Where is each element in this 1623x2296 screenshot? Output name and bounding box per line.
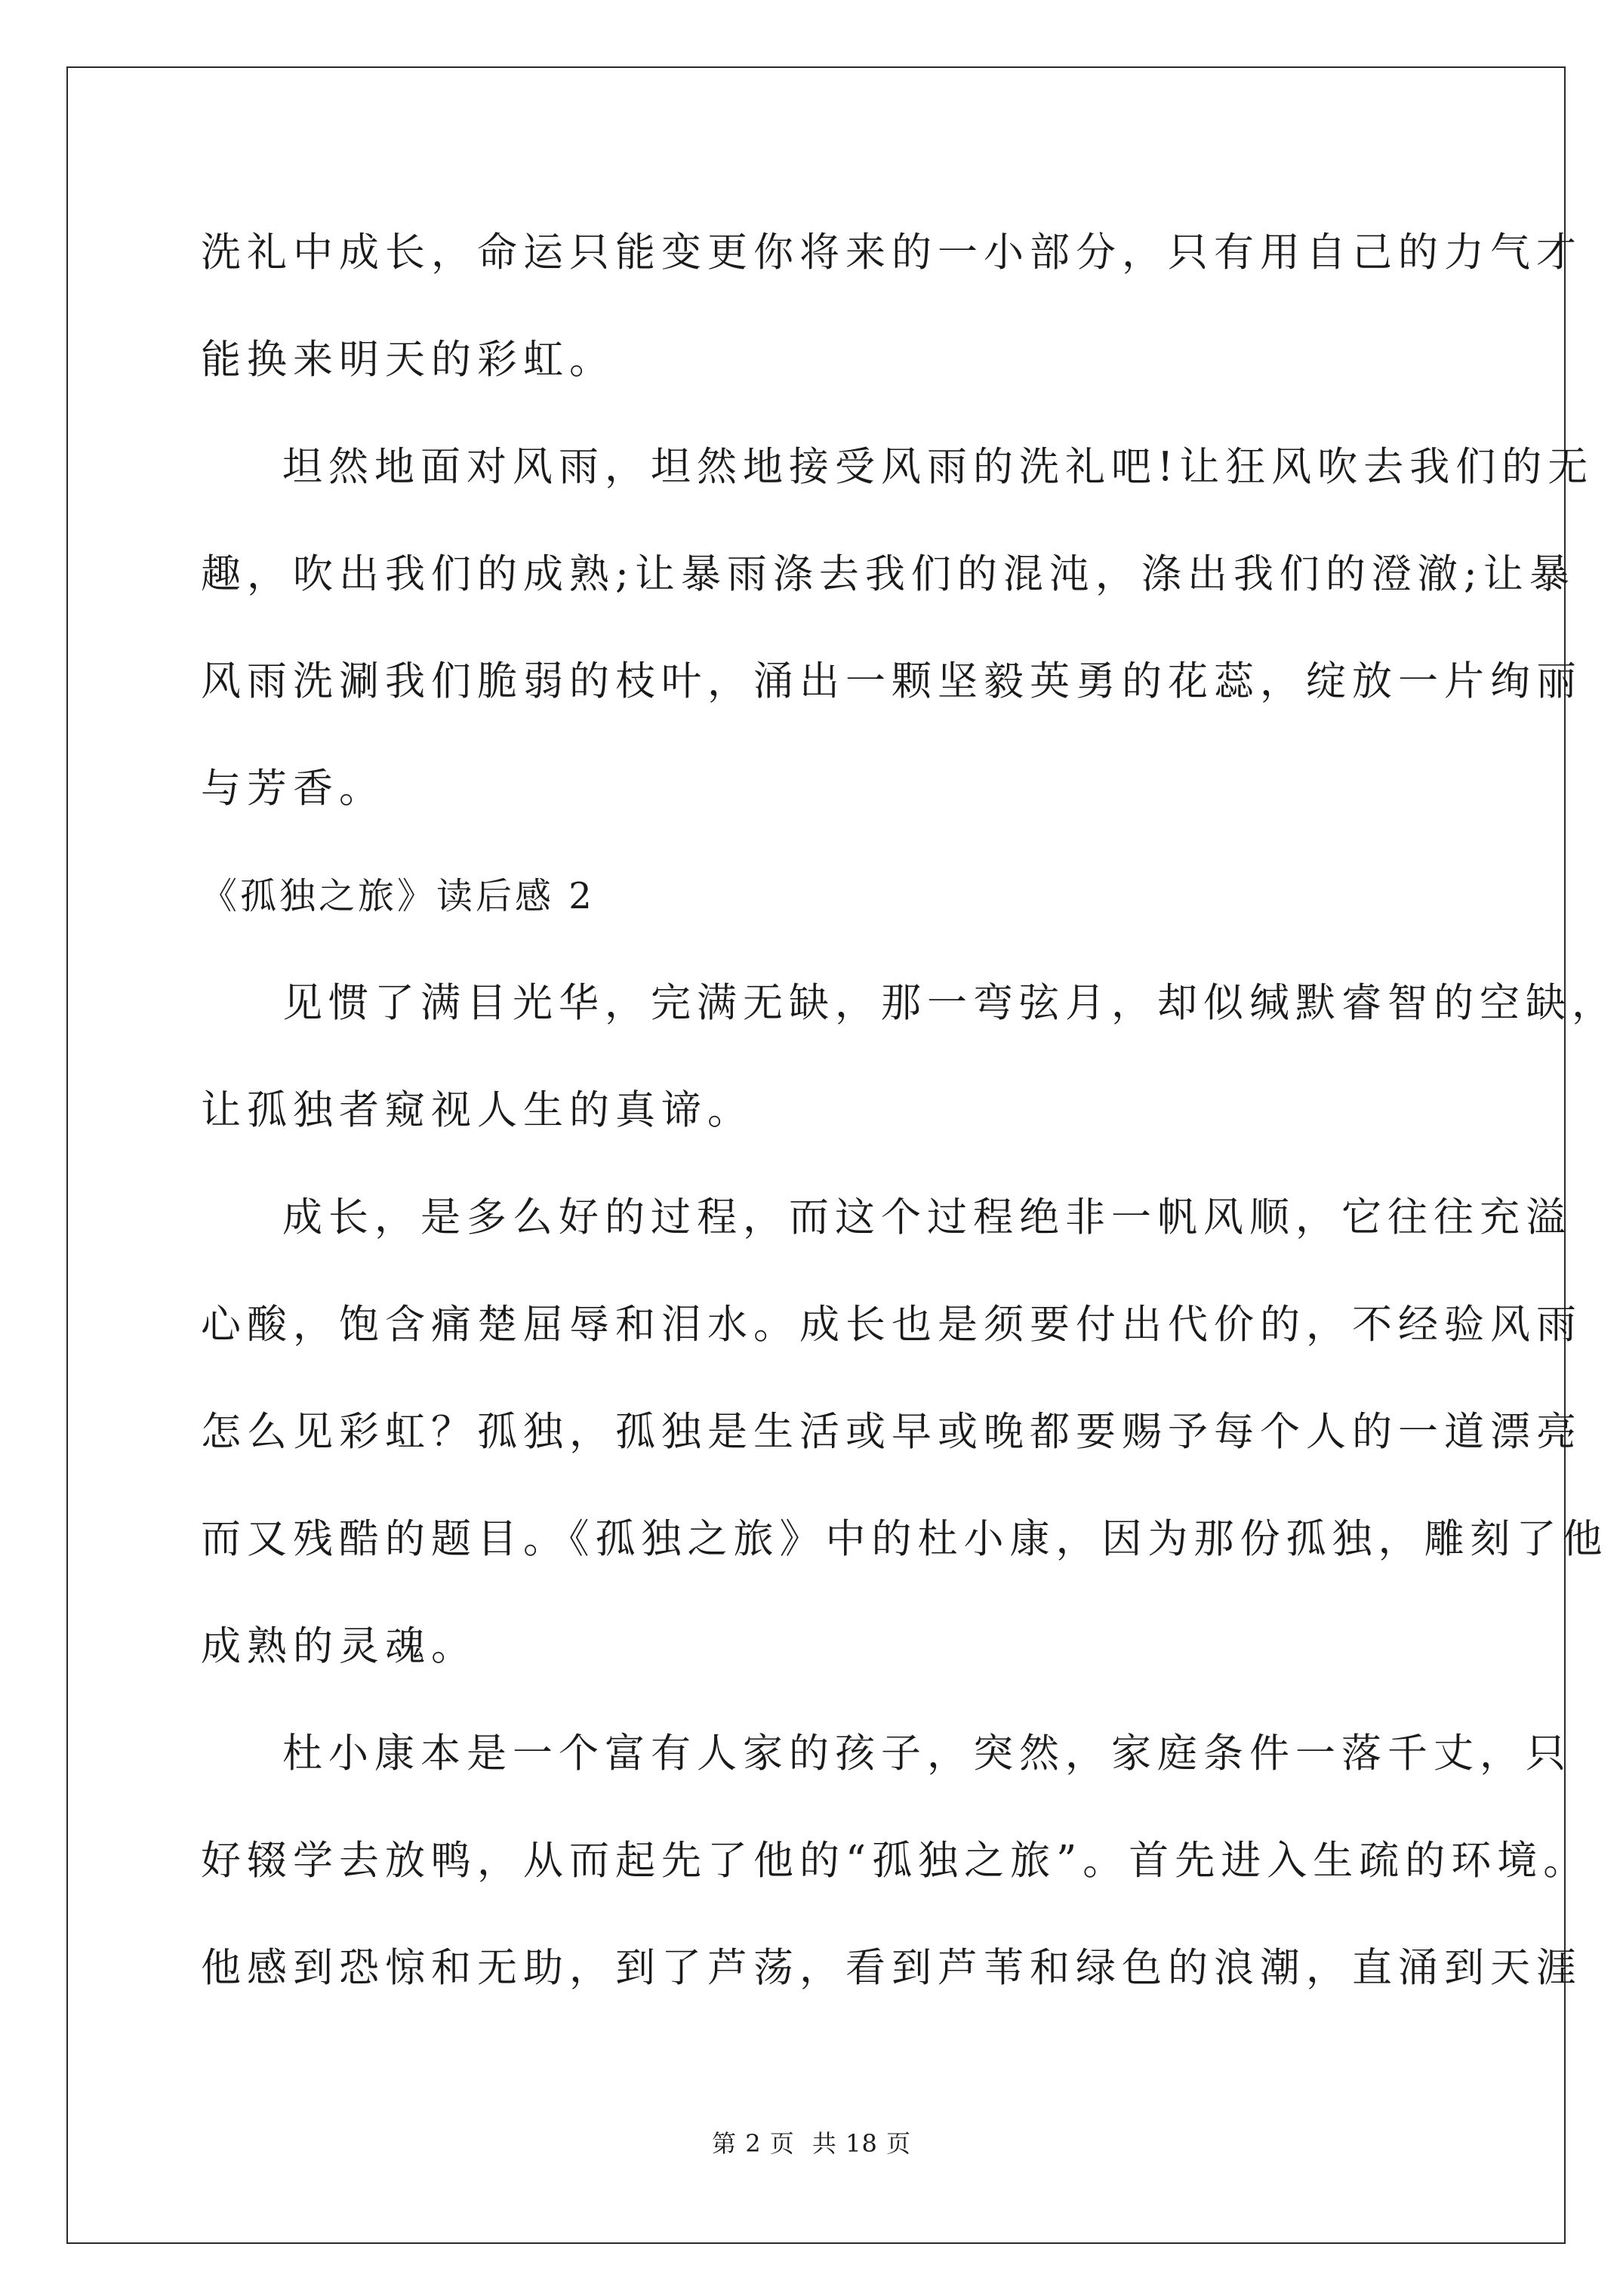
text-line: 而又残酷的题目。《孤独之旅》中的杜小康，因为那份孤独，雕刻了他 <box>201 1516 1609 1562</box>
text-line: 见惯了满目光华，完满无缺，那一弯弦月，却似缄默睿智的空缺， <box>282 980 1618 1026</box>
page-total: 共 18 页 <box>812 2129 911 2158</box>
text-line: 好辍学去放鸭，从而起先了他的“孤独之旅”。首先进入生疏的环境。 <box>201 1838 1590 1884</box>
text-line: 洗礼中成长，命运只能变更你将来的一小部分，只有用自己的力气才 <box>201 230 1582 276</box>
text-line: 心酸，饱含痛楚屈辱和泪水。成长也是须要付出代价的，不经验风雨 <box>201 1302 1582 1348</box>
text-line: 他感到恐惊和无助，到了芦荡，看到芦苇和绿色的浪潮，直涌到天涯 <box>201 1945 1582 1991</box>
text-line: 成熟的灵魂。 <box>201 1623 477 1669</box>
paragraph-3 <box>201 950 1618 1164</box>
section-title: 《孤独之旅》读后感 2 <box>201 875 595 917</box>
text-line: 怎么见彩虹？孤独，孤独是生活或早或晚都要赐予每个人的一道漂亮 <box>201 1409 1582 1455</box>
document-body <box>201 199 1618 2022</box>
page-footer <box>0 2125 1623 2159</box>
page-number: 第 2 页 <box>712 2129 795 2158</box>
text-line: 杜小康本是一个富有人家的孩子，突然，家庭条件一落千丈，只 <box>282 1730 1572 1777</box>
text-line: 能换来明天的彩虹。 <box>201 337 615 383</box>
text-line: 与芳香。 <box>201 766 385 812</box>
text-line: 成长，是多么好的过程，而这个过程绝非一帆风顺，它往往充溢 <box>282 1194 1572 1240</box>
text-line: 趣，吹出我们的成熟;让暴雨涤去我们的混沌，涤出我们的澄澈;让暴 <box>201 551 1575 597</box>
paragraph-1 <box>201 199 1582 414</box>
text-line: 风雨洗涮我们脆弱的枝叶，涌出一颗坚毅英勇的花蕊，绽放一片绚丽 <box>201 658 1582 704</box>
paragraph-4 <box>201 1164 1609 1700</box>
paragraph-2 <box>201 414 1594 843</box>
paragraph-5 <box>201 1700 1590 2022</box>
text-line: 让孤独者窥视人生的真谛。 <box>201 1087 753 1133</box>
text-line: 坦然地面对风雨，坦然地接受风雨的洗礼吧!让狂风吹去我们的无 <box>282 444 1594 490</box>
